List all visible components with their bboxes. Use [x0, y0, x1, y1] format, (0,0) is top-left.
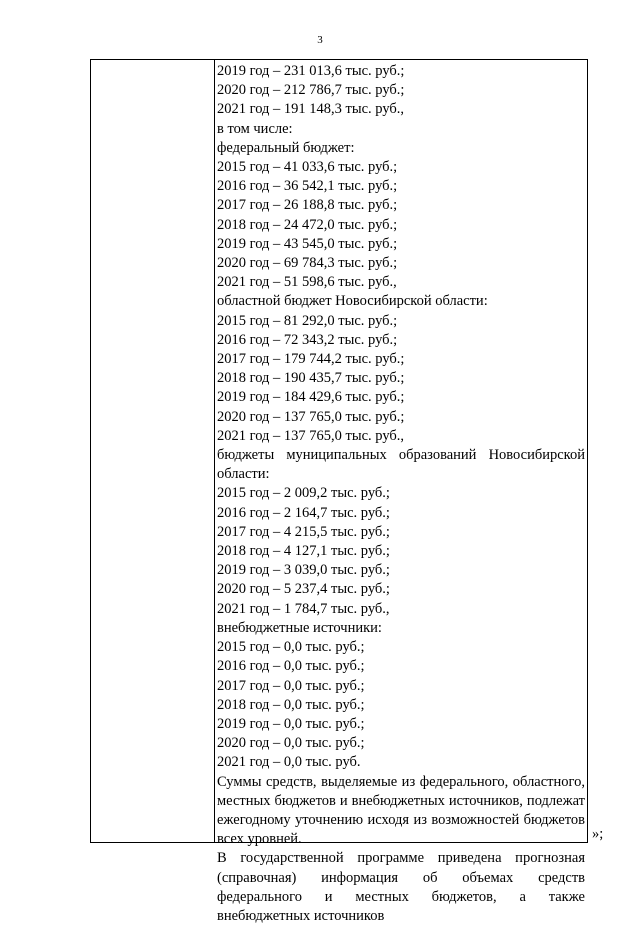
funding-line: 2019 год – 43 545,0 тыс. руб.;: [217, 235, 398, 252]
funding-line: 2018 год – 4 127,1 тыс. руб.;: [217, 543, 390, 560]
funding-line: 2016 год – 72 343,2 тыс. руб.;: [217, 331, 398, 348]
funding-line: 2017 год – 0,0 тыс. руб.;: [217, 677, 365, 694]
funding-line: федеральный бюджет:: [217, 139, 355, 156]
funding-line: в том числе:: [217, 120, 293, 137]
funding-line: 2020 год – 212 786,7 тыс. руб.;: [217, 82, 405, 99]
funding-line: 2019 год – 184 429,6 тыс. руб.;: [217, 389, 405, 406]
funding-line: 2020 год – 69 784,3 тыс. руб.;: [217, 255, 398, 272]
funding-line: 2015 год – 0,0 тыс. руб.;: [217, 639, 365, 656]
funding-line: внебюджетные источники:: [217, 619, 382, 636]
funding-line: 2021 год – 137 765,0 тыс. руб.,: [217, 427, 405, 444]
paragraph-forecast: В государственной программе приведена прогнозная (справочная) информация об объемах средств федерального и местных бюджетов, а также внебюджетных источников: [217, 850, 585, 924]
page-number: 3: [317, 34, 323, 46]
funding-line: 2019 год – 231 013,6 тыс. руб.;: [217, 63, 405, 79]
funding-line: 2018 год – 190 435,7 тыс. руб.;: [217, 370, 405, 387]
funding-line: 2016 год – 36 542,1 тыс. руб.;: [217, 178, 398, 195]
closing-quote: »;: [592, 826, 604, 842]
funding-line: областной бюджет Новосибирской области:: [217, 293, 488, 310]
funding-line: 2016 год – 0,0 тыс. руб.;: [217, 658, 365, 675]
column-divider: [214, 60, 215, 842]
funding-line: 2018 год – 24 472,0 тыс. руб.;: [217, 216, 398, 233]
municipal-heading: бюджеты муниципальных образований Новосибирской области:: [217, 447, 585, 483]
funding-line: 2015 год – 2 009,2 тыс. руб.;: [217, 485, 390, 502]
funding-line: 2015 год – 81 292,0 тыс. руб.;: [217, 312, 398, 329]
funding-lines-group-a: [217, 62, 585, 446]
funding-line: 2019 год – 3 039,0 тыс. руб.;: [217, 562, 390, 579]
paragraph-adjustment: Суммы средств, выделяемые из федерального, областного, местных бюджетов и внебюджетных источников, подлежат ежегодному уточнению исходя из возможностей бюджетов всех уровней.: [217, 773, 585, 848]
funding-line: 2021 год – 0,0 тыс. руб.: [217, 754, 361, 771]
funding-cell: [217, 62, 585, 926]
funding-line: 2021 год – 191 148,3 тыс. руб.,: [217, 101, 405, 118]
funding-line: 2017 год – 26 188,8 тыс. руб.;: [217, 197, 398, 214]
funding-line: 2020 год – 137 765,0 тыс. руб.;: [217, 408, 405, 425]
funding-line: 2017 год – 4 215,5 тыс. руб.;: [217, 523, 390, 540]
funding-line: 2016 год – 2 164,7 тыс. руб.;: [217, 504, 390, 521]
funding-lines-group-b: [217, 484, 585, 772]
funding-line: 2020 год – 0,0 тыс. руб.;: [217, 735, 365, 752]
funding-line: 2019 год – 0,0 тыс. руб.;: [217, 715, 365, 732]
funding-line: 2017 год – 179 744,2 тыс. руб.;: [217, 351, 405, 368]
document-table: [90, 59, 588, 924]
funding-line: 2021 год – 1 784,7 тыс. руб.,: [217, 600, 390, 617]
funding-line: 2021 год – 51 598,6 тыс. руб.,: [217, 274, 397, 291]
funding-line: 2015 год – 41 033,6 тыс. руб.;: [217, 159, 398, 176]
funding-line: 2018 год – 0,0 тыс. руб.;: [217, 696, 365, 713]
funding-line: 2020 год – 5 237,4 тыс. руб.;: [217, 581, 390, 598]
